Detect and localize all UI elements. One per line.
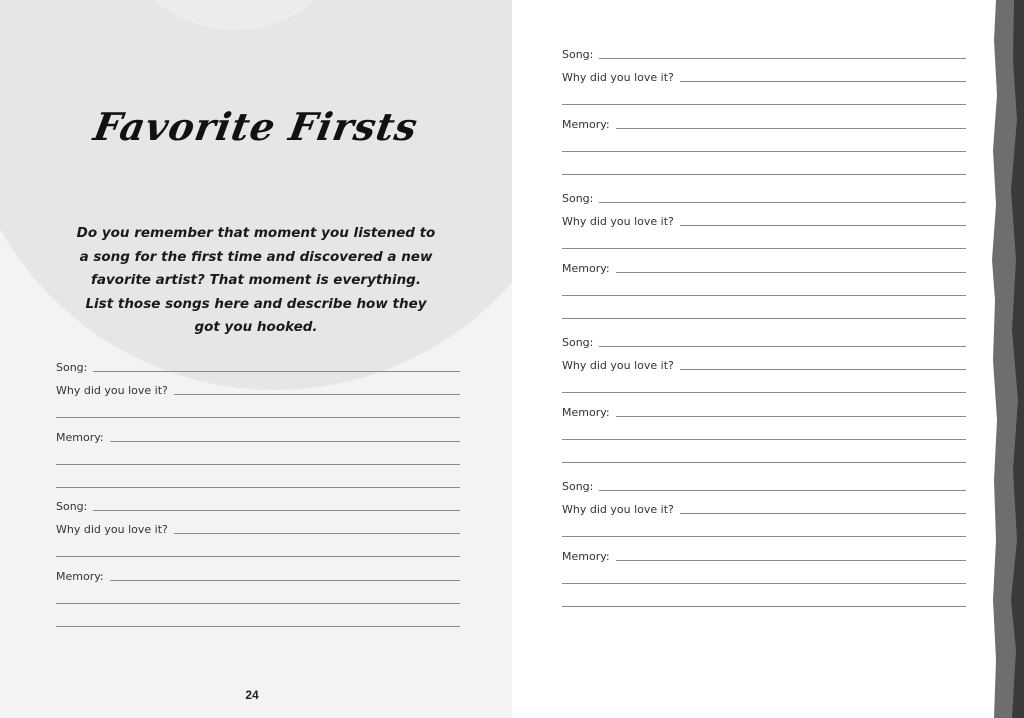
why-label: Why did you love it?: [562, 503, 674, 516]
intro-text: Do you remember that moment you listened to a song for the first time and discovered a new favorite artist? That moment is everything. List those songs here and describe how they got you hooked.: [76, 225, 436, 335]
why-row[interactable]: [562, 351, 966, 374]
blank-row[interactable]: [562, 374, 966, 397]
write-line[interactable]: [680, 81, 966, 82]
write-line[interactable]: [174, 394, 460, 395]
write-line[interactable]: [56, 487, 460, 488]
song-row[interactable]: [562, 472, 966, 495]
song-row[interactable]: [562, 40, 966, 63]
write-line[interactable]: [174, 533, 460, 534]
torn-paper-edge: [992, 0, 1024, 718]
write-line[interactable]: [562, 151, 966, 152]
memory-row[interactable]: [56, 423, 460, 446]
write-line[interactable]: [562, 295, 966, 296]
write-line[interactable]: [680, 225, 966, 226]
write-line[interactable]: [562, 174, 966, 175]
entry-form: [56, 492, 460, 631]
entry-form: [562, 472, 966, 611]
entry-form: [562, 328, 966, 467]
memory-row[interactable]: [562, 254, 966, 277]
why-label: Why did you love it?: [56, 523, 168, 536]
entry-form: [56, 353, 460, 492]
memory-row[interactable]: [562, 542, 966, 565]
write-line[interactable]: [562, 606, 966, 607]
why-label: Why did you love it?: [562, 215, 674, 228]
write-line[interactable]: [110, 441, 460, 442]
page-number: 24: [245, 688, 259, 702]
write-line[interactable]: [110, 580, 460, 581]
write-line[interactable]: [93, 371, 460, 372]
why-row[interactable]: [56, 515, 460, 538]
song-row[interactable]: [562, 184, 966, 207]
song-row[interactable]: [56, 492, 460, 515]
write-line[interactable]: [680, 513, 966, 514]
song-row[interactable]: [56, 353, 460, 376]
write-line[interactable]: [599, 346, 966, 347]
blank-row[interactable]: [56, 469, 460, 492]
blank-row[interactable]: [56, 446, 460, 469]
write-line[interactable]: [616, 416, 966, 417]
vinyl-record-label: [110, 0, 360, 30]
write-line[interactable]: [599, 490, 966, 491]
write-line[interactable]: [680, 369, 966, 370]
blank-row[interactable]: [56, 399, 460, 422]
write-line[interactable]: [56, 626, 460, 627]
why-label: Why did you love it?: [56, 384, 168, 397]
write-line[interactable]: [599, 202, 966, 203]
memory-row[interactable]: [56, 562, 460, 585]
blank-row[interactable]: [56, 608, 460, 631]
blank-row[interactable]: [562, 444, 966, 467]
write-line[interactable]: [56, 556, 460, 557]
blank-row[interactable]: [562, 156, 966, 179]
memory-label: Memory:: [56, 570, 104, 583]
write-line[interactable]: [562, 248, 966, 249]
blank-row[interactable]: [562, 133, 966, 156]
write-line[interactable]: [56, 464, 460, 465]
blank-row[interactable]: [562, 588, 966, 611]
memory-row[interactable]: [562, 398, 966, 421]
song-label: Song:: [56, 500, 88, 513]
memory-label: Memory:: [562, 118, 610, 131]
write-line[interactable]: [616, 560, 966, 561]
entry-form: [562, 184, 966, 323]
blank-row[interactable]: [56, 585, 460, 608]
write-line[interactable]: [562, 318, 966, 319]
write-line[interactable]: [562, 583, 966, 584]
song-label: Song:: [562, 480, 594, 493]
write-line[interactable]: [616, 128, 966, 129]
entry-form: [562, 40, 966, 179]
blank-row[interactable]: [562, 518, 966, 541]
blank-row[interactable]: [562, 86, 966, 109]
why-row[interactable]: [56, 376, 460, 399]
blank-row[interactable]: [562, 300, 966, 323]
memory-label: Memory:: [56, 431, 104, 444]
blank-row[interactable]: [562, 421, 966, 444]
why-row[interactable]: [562, 207, 966, 230]
song-label: Song:: [562, 48, 594, 61]
write-line[interactable]: [56, 603, 460, 604]
write-line[interactable]: [562, 104, 966, 105]
why-row[interactable]: [562, 63, 966, 86]
why-label: Why did you love it?: [562, 359, 674, 372]
page-title: Favorite Firsts: [90, 104, 422, 149]
memory-label: Memory:: [562, 406, 610, 419]
blank-row[interactable]: [562, 230, 966, 253]
memory-label: Memory:: [562, 262, 610, 275]
why-label: Why did you love it?: [562, 71, 674, 84]
blank-row[interactable]: [562, 277, 966, 300]
blank-row[interactable]: [562, 565, 966, 588]
why-row[interactable]: [562, 495, 966, 518]
song-label: Song:: [562, 192, 594, 205]
write-line[interactable]: [93, 510, 460, 511]
write-line[interactable]: [562, 536, 966, 537]
song-label: Song:: [56, 361, 88, 374]
write-line[interactable]: [562, 439, 966, 440]
write-line[interactable]: [599, 58, 966, 59]
memory-row[interactable]: [562, 110, 966, 133]
write-line[interactable]: [56, 417, 460, 418]
write-line[interactable]: [616, 272, 966, 273]
song-row[interactable]: [562, 328, 966, 351]
write-line[interactable]: [562, 462, 966, 463]
memory-label: Memory:: [562, 550, 610, 563]
write-line[interactable]: [562, 392, 966, 393]
song-label: Song:: [562, 336, 594, 349]
blank-row[interactable]: [56, 538, 460, 561]
